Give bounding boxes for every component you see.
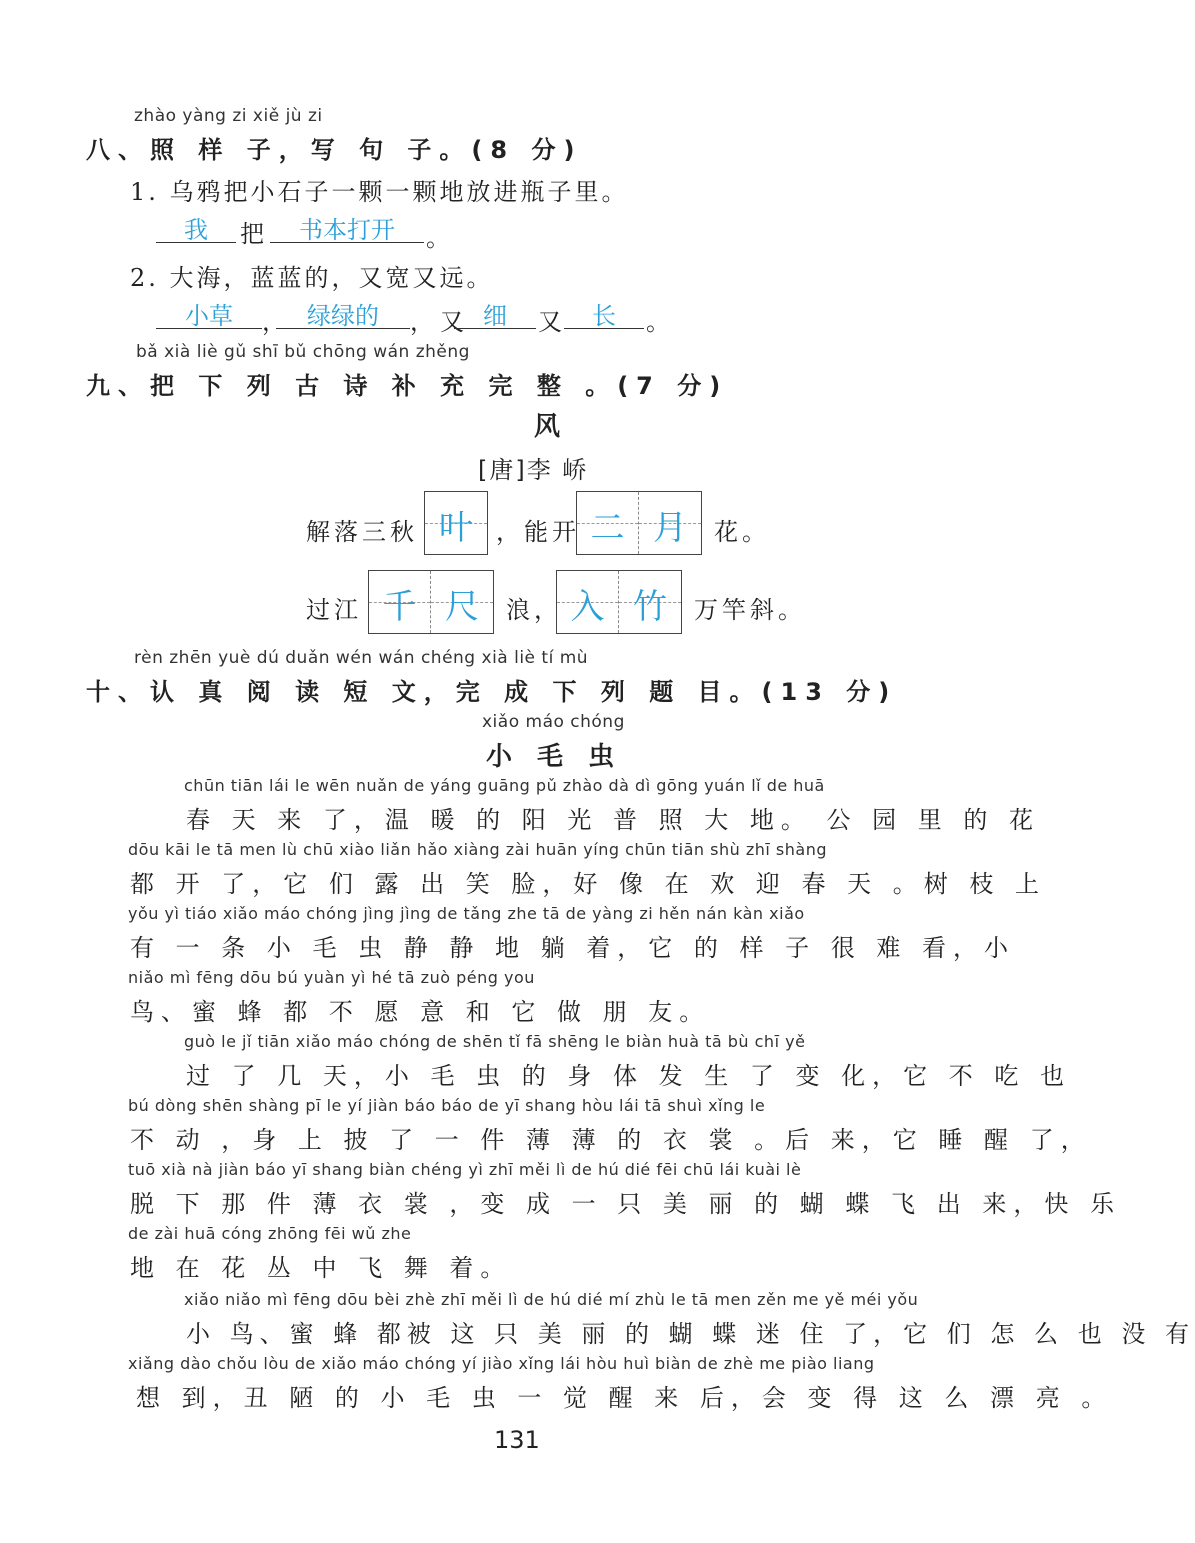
char-cell — [639, 492, 701, 554]
story-pinyin-line: xiǎo niǎo mì fēng dōu bèi zhè zhī měi lì de hú dié mí zhù le tā men zěn me yě méi yǒu — [184, 1290, 919, 1309]
story-text-line: 过 了 几 天，小 毛 虫 的 身 体 发 生 了 变 化，它 不 吃 也 — [186, 1062, 1072, 1090]
poem-line1-box2[interactable] — [576, 491, 702, 555]
char-cell — [557, 571, 619, 633]
story-pinyin-line: chūn tiān lái le wēn nuǎn de yáng guāng pǔ zhào dà dì gōng yuán lǐ de huā — [184, 776, 825, 795]
poem-line2-box2[interactable] — [556, 570, 682, 634]
q8-example-2: 2. 大海，蓝蓝的，又宽又远。 — [130, 264, 494, 292]
q8-s2-blank-c[interactable] — [454, 296, 536, 329]
story-text-line: 鸟、蜜 蜂 都 不 愿 意 和 它 做 朋 友。 — [130, 998, 711, 1026]
story-text-line: 不 动 ，身 上 披 了 一 件 薄 薄 的 衣 裳 。后 来，它 睡 醒 了， — [130, 1126, 1092, 1154]
q8-example-1: 1. 乌鸦把小石子一颗一颗地放进瓶子里。 — [130, 178, 629, 206]
story-pinyin-line: de zài huā cóng zhōng fēi wǔ zhe — [128, 1224, 412, 1243]
story-pinyin-line: yǒu yì tiáo xiǎo máo chóng jìng jìng de tǎng zhe tā de yàng zi hěn nán kàn xiǎo — [128, 904, 805, 923]
q8-s2-end: 。 — [646, 308, 676, 336]
story-text-line: 地 在 花 丛 中 飞 舞 着。 — [130, 1254, 512, 1282]
q8-heading: 八、照 样 子，写 句 子。(8 分) — [86, 136, 583, 164]
story-text-line: 脱 下 那 件 薄 衣 裳 ，变 成 一 只 美 丽 的 蝴 蝶 飞 出 来，快 乐 — [130, 1190, 1121, 1218]
cell-char: 二 — [590, 508, 625, 548]
q8-s2-answer-d: 长 — [592, 302, 616, 330]
cell-char: 月 — [653, 508, 687, 548]
q8-s1-blank-a[interactable] — [156, 210, 236, 243]
q8-s2-comma: ， — [262, 308, 292, 336]
story-title: 小 毛 虫 — [486, 742, 623, 772]
char-cell — [619, 571, 681, 633]
q8-s1-answer-a: 我 — [184, 216, 208, 244]
poem-author: [唐]李 峤 — [478, 456, 589, 484]
poem-line1-mid: ，能开 — [496, 518, 580, 546]
story-pinyin-line: tuō xià nà jiàn báo yī shang biàn chéng yì zhī měi lì de hú dié fēi chū lái kuài lè — [128, 1160, 802, 1179]
story-text-line: 有 一 条 小 毛 虫 静 静 地 躺 着，它 的 样 子 很 难 看，小 — [130, 934, 1016, 962]
cell-char: 竹 — [633, 587, 667, 627]
story-title-pinyin: xiǎo máo chóng — [482, 712, 625, 732]
char-cell — [425, 492, 487, 554]
poem-line2-box1[interactable] — [368, 570, 494, 634]
q10-heading: 十、认 真 阅 读 短 文，完 成 下 列 题 目。(13 分) — [86, 678, 898, 706]
story-text-line: 春 天 来 了，温 暖 的 阳 光 普 照 大 地。 公 园 里 的 花 — [186, 806, 1041, 834]
q8-s2-you1: ，又 — [410, 308, 470, 336]
cell-char: 入 — [570, 587, 605, 627]
q8-s2-answer-c: 细 — [483, 302, 507, 330]
story-pinyin-line: xiǎng dào chǒu lòu de xiǎo máo chóng yí jiào xǐng lái hòu huì biàn de zhè me piào liang — [128, 1354, 875, 1373]
story-pinyin-line: guò le jǐ tiān xiǎo máo chóng de shēn tǐ fā shēng le biàn huà tā bù chī yě — [184, 1032, 806, 1051]
poem-line2-mid: 浪， — [506, 596, 562, 624]
cell-char: 千 — [382, 587, 417, 627]
q9-heading: 九、把 下 列 古 诗 补 充 完 整 。(7 分) — [86, 372, 729, 400]
char-cell — [369, 571, 431, 633]
char-cell — [431, 571, 493, 633]
q8-s1-answer-b: 书本打开 — [299, 216, 395, 244]
q8-s2-blank-a[interactable] — [156, 296, 262, 329]
q8-pinyin: zhào yàng zi xiě jù zi — [134, 106, 323, 126]
cell-char: 尺 — [445, 587, 479, 627]
story-text-line: 小 鸟、蜜 蜂 都被 这 只 美 丽 的 蝴 蝶 迷 住 了，它 们 怎 么 也 没 有 — [186, 1320, 1195, 1348]
q8-s2-answer-b: 绿绿的 — [307, 302, 379, 330]
story-pinyin-line: dōu kāi le tā men lù chū xiào liǎn hǎo xiàng zài huān yíng chūn tiān shù zhī shàng — [128, 840, 827, 859]
poem-line1-pre: 解落三秋 — [306, 518, 418, 546]
cell-char: 叶 — [439, 508, 473, 548]
char-cell — [577, 492, 639, 554]
story-text-line: 想 到，丑 陋 的 小 毛 虫 一 觉 醒 来 后，会 变 得 这 么 漂 亮 。 — [136, 1384, 1113, 1412]
page-number: 131 — [494, 1426, 540, 1454]
poem-line1-post: 花。 — [714, 518, 770, 546]
story-pinyin-line: niǎo mì fēng dōu bú yuàn yì hé tā zuò péng you — [128, 968, 535, 987]
q9-pinyin: bǎ xià liè gǔ shī bǔ chōng wán zhěng — [136, 342, 470, 362]
q8-s1-blank-b[interactable] — [270, 210, 424, 243]
q8-s1-word: 把 — [240, 220, 270, 248]
poem-line1-box1[interactable] — [424, 491, 488, 555]
poem-line2-pre: 过江 — [306, 596, 362, 624]
q8-s2-answer-a: 小草 — [185, 302, 233, 330]
poem-line2-post: 万竿斜。 — [694, 596, 806, 624]
q8-s2-you2: 又 — [538, 308, 568, 336]
story-pinyin-line: bú dòng shēn shàng pī le yí jiàn báo báo de yī shang hòu lái tā shuì xǐng le — [128, 1096, 766, 1115]
q8-s1-end: 。 — [426, 224, 456, 252]
q10-pinyin: rèn zhēn yuè dú duǎn wén wán chéng xià liè tí mù — [134, 648, 589, 668]
story-text-line: 都 开 了，它 们 露 出 笑 脸，好 像 在 欢 迎 春 天 。树 枝 上 — [130, 870, 1047, 898]
q8-s2-blank-b[interactable] — [276, 296, 410, 329]
poem-title: 风 — [534, 412, 561, 442]
q8-s2-blank-d[interactable] — [564, 296, 644, 329]
